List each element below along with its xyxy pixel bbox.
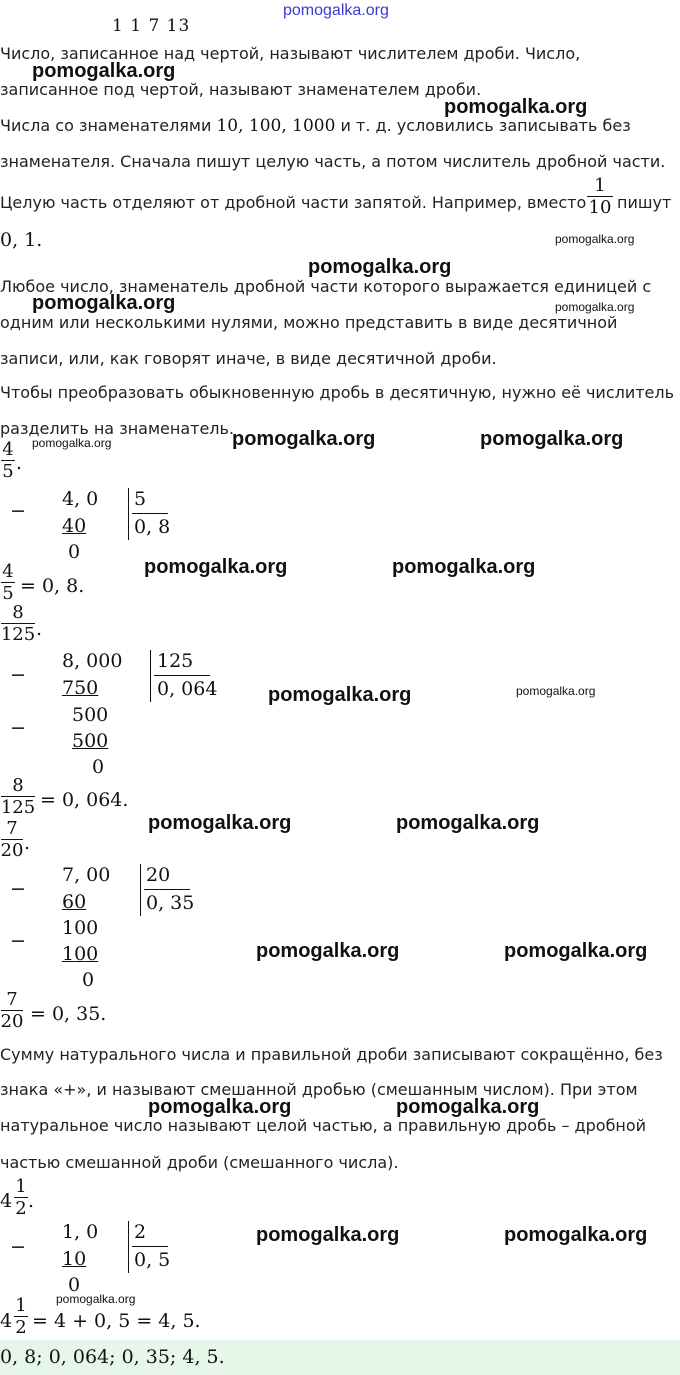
example2-fraction: 8 125 (0, 602, 36, 645)
intro-line-5: Целую часть отделяют от дробной части запятой. Например, вместо (0, 193, 587, 212)
intro-line-2: записанное под чертой, называют знаменателем дроби. (0, 80, 482, 99)
example1-quotient: 0, 8 (134, 516, 171, 538)
example3-fraction: 7 20 (0, 818, 24, 861)
watermark: pomogalka.org (480, 428, 624, 450)
example1-result: = 0, 8. (20, 575, 85, 597)
watermark: pomogalka.org (144, 556, 288, 578)
example3-divisor-bar (144, 889, 190, 890)
watermark: pomogalka.org (148, 812, 292, 834)
example2-division-line (150, 650, 151, 702)
example2-minus-1: − (10, 664, 26, 686)
example3-remainder-1: 100 (62, 917, 99, 939)
mixed-remainder: 0 (68, 1274, 81, 1296)
answer-box (0, 1340, 680, 1375)
watermark: pomogalka.org (308, 256, 452, 278)
example1-result-fraction: 4 5 (2, 561, 14, 604)
mixed-result: = 4 + 0, 5 = 4, 5. (32, 1310, 201, 1332)
example2-step-1: 750 (62, 677, 99, 699)
rule3-line-2: знака «+», и называют смешанной дробью (смешанным числом). При этом (0, 1080, 638, 1099)
example1-fraction: 4 5 (2, 439, 14, 482)
watermark: pomogalka.org (32, 292, 176, 314)
watermark-header: pomogalka.org (283, 2, 389, 19)
mixed-divisor-bar (132, 1246, 168, 1247)
watermark: pomogalka.org (256, 1224, 400, 1246)
example3-step-2: 100 (62, 943, 99, 965)
example1-step: 40 (62, 515, 87, 537)
mixed-division-line (128, 1221, 129, 1273)
watermark: pomogalka.org (148, 1096, 292, 1118)
example3-remainder: 0 (82, 969, 95, 991)
mixed-dividend: 1, 0 (62, 1221, 99, 1243)
mixed-result-fraction: 1 2 (15, 1295, 27, 1338)
mixed-quotient: 0, 5 (134, 1249, 171, 1271)
example3-dividend: 7, 00 (62, 864, 111, 886)
example2-result-fraction: 8 125 (0, 775, 36, 818)
rule1-line-2: одним или несколькими нулями, можно представить в виде десятичной (0, 313, 618, 332)
example3-quotient: 0, 35 (146, 892, 195, 914)
example3-step-1: 60 (62, 891, 87, 913)
watermark: pomogalka.org (32, 60, 176, 82)
example1-remainder: 0 (68, 541, 81, 563)
watermark: pomogalka.org (232, 428, 376, 450)
watermark: pomogalka.org (504, 940, 648, 962)
example1-divisor: 5 (134, 488, 147, 510)
intro-line-1: Число, записанное над чертой, называют числителем дроби. Число, (0, 44, 581, 63)
rule3-line-3: натуральное число называют целой частью, а правильную дробь – дробной (0, 1116, 647, 1135)
intro-line-3: Числа со знаменателями 10, 100, 1000 и т. д. условились записывать без (0, 116, 631, 136)
example3-minus-1: − (10, 878, 26, 900)
example3-minus-2: − (10, 930, 26, 952)
intro-line-6: 0, 1. (0, 229, 43, 251)
example1-period: . (16, 452, 23, 474)
example1-division-line (128, 488, 129, 540)
example2-dividend: 8, 000 (62, 650, 123, 672)
watermark: pomogalka.org (555, 300, 635, 314)
example-fraction: 1 10 (588, 175, 612, 218)
watermark: pomogalka.org (32, 436, 112, 450)
example2-minus-2: − (10, 717, 26, 739)
rule1-line-1: Любое число, знаменатель дробной части которого выражается единицей с (0, 277, 652, 296)
rule3-line-4: частью смешанной дроби (смешанного числа). (0, 1153, 399, 1172)
example2-remainder: 0 (92, 756, 105, 778)
cropped-fraction-row: 1 1 7 13 (112, 16, 191, 36)
mixed-period: . (28, 1190, 35, 1212)
example2-step-2: 500 (72, 730, 109, 752)
rule2-line-2: разделить на знаменатель. (0, 419, 235, 438)
answer-text: 0, 8; 0, 064; 0, 35; 4, 5. (0, 1346, 225, 1368)
watermark: pomogalka.org (56, 1292, 136, 1306)
example3-division-line (140, 864, 141, 916)
watermark: pomogalka.org (396, 812, 540, 834)
mixed-minus: − (10, 1236, 26, 1258)
rule3-line-1: Сумму натурального числа и правильной дроби записывают сокращённо, без (0, 1045, 663, 1064)
example2-result: = 0, 064. (40, 789, 129, 811)
mixed-divisor: 2 (134, 1221, 147, 1243)
mixed-result-whole: 4 (0, 1310, 13, 1332)
example1-dividend: 4, 0 (62, 488, 99, 510)
watermark: pomogalka.org (504, 1224, 648, 1246)
example3-period: . (24, 832, 31, 854)
example1-minus: − (10, 500, 26, 522)
rule2-line-1: Чтобы преобразовать обыкновенную дробь в десятичную, нужно её числитель (0, 383, 675, 402)
intro-line-5-end: пишут (617, 193, 672, 212)
example2-divisor-bar (154, 675, 210, 676)
example3-result-fraction: 7 20 (0, 989, 24, 1032)
example2-quotient: 0, 064 (157, 678, 218, 700)
rule1-line-3: записи, или, как говорят иначе, в виде десятичной дроби. (0, 349, 497, 368)
mixed-fraction: 1 2 (15, 1176, 27, 1219)
example2-period: . (36, 618, 43, 640)
example3-result: = 0, 35. (30, 1003, 107, 1025)
example2-remainder-1: 500 (72, 704, 109, 726)
mixed-whole: 4 (0, 1190, 13, 1212)
mixed-step: 10 (62, 1248, 87, 1270)
watermark: pomogalka.org (392, 556, 536, 578)
intro-line-4: знаменателя. Сначала пишут целую часть, а потом числитель дробной части. (0, 152, 666, 171)
example1-divisor-bar (132, 513, 168, 514)
watermark: pomogalka.org (555, 232, 635, 246)
example2-divisor: 125 (157, 650, 194, 672)
watermark: pomogalka.org (256, 940, 400, 962)
watermark: pomogalka.org (444, 96, 588, 118)
watermark: pomogalka.org (516, 684, 596, 698)
watermark: pomogalka.org (268, 684, 412, 706)
example3-divisor: 20 (146, 864, 171, 886)
watermark: pomogalka.org (396, 1096, 540, 1118)
